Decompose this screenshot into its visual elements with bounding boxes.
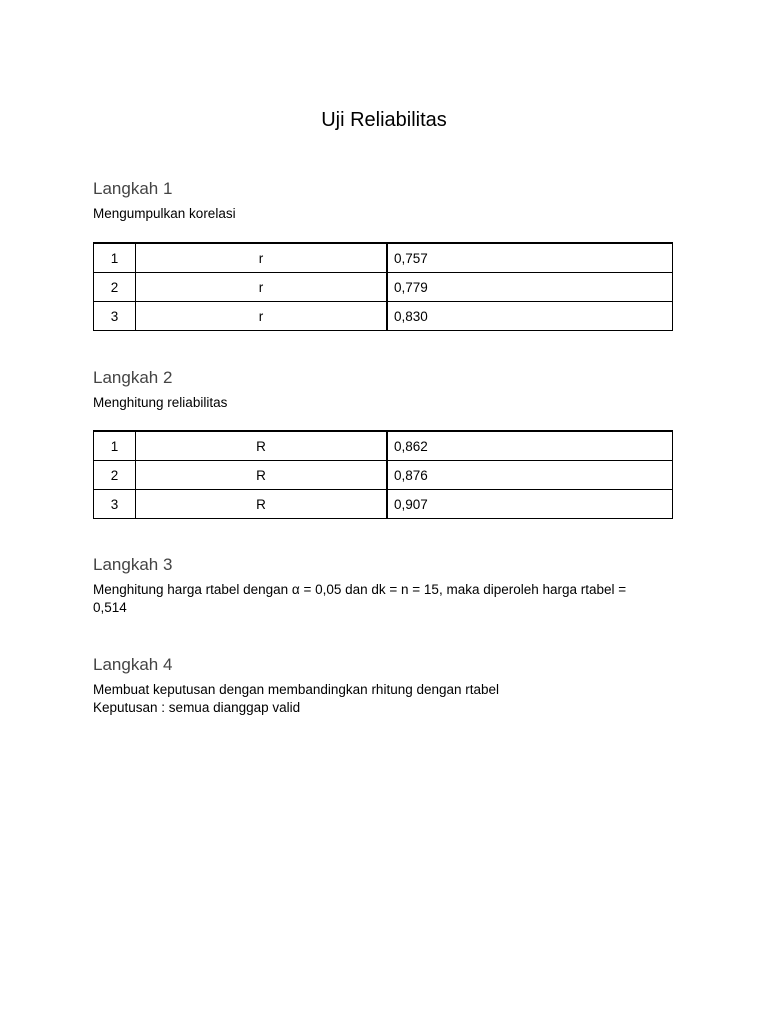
row-number: 3 <box>94 490 136 519</box>
table-row <box>94 273 673 302</box>
table-row <box>94 302 673 331</box>
row-value: 0,779 <box>387 273 673 302</box>
row-value: 0,757 <box>387 243 673 273</box>
row-value: 0,907 <box>387 490 673 519</box>
step-3-heading: Langkah 3 <box>93 555 173 574</box>
row-value: 0,830 <box>387 302 673 331</box>
row-number: 3 <box>94 302 136 331</box>
document-title: Uji Reliabilitas <box>321 109 447 131</box>
row-number: 2 <box>94 461 136 490</box>
step-1-text: Mengumpulkan korelasi <box>93 206 236 221</box>
step-3-text: Menghitung harga rtabel dengan α = 0,05 dan dk = n = 15, maka diperoleh harga rtabel = 0,514 <box>93 582 627 615</box>
row-symbol: R <box>136 490 388 519</box>
row-symbol: r <box>136 243 388 273</box>
row-symbol: R <box>136 431 388 461</box>
table-row <box>94 243 673 273</box>
row-number: 2 <box>94 273 136 302</box>
step-2-text: Menghitung reliabilitas <box>93 395 228 410</box>
row-value: 0,876 <box>387 461 673 490</box>
row-symbol: r <box>136 273 388 302</box>
row-number: 1 <box>94 243 136 273</box>
step-4-text-line-1: Membuat keputusan dengan membandingkan rhitung dengan rtabel <box>93 682 500 697</box>
correlation-table <box>93 242 673 331</box>
table-row <box>94 431 673 461</box>
row-symbol: r <box>136 302 388 331</box>
step-4-heading: Langkah 4 <box>93 655 173 674</box>
step-2-heading: Langkah 2 <box>93 368 173 387</box>
row-symbol: R <box>136 461 388 490</box>
step-1-heading: Langkah 1 <box>93 179 173 198</box>
reliability-table <box>93 430 673 519</box>
step-4-text-line-2: Keputusan : semua dianggap valid <box>93 700 301 715</box>
table-row <box>94 490 673 519</box>
row-number: 1 <box>94 431 136 461</box>
table-row <box>94 461 673 490</box>
row-value: 0,862 <box>387 431 673 461</box>
